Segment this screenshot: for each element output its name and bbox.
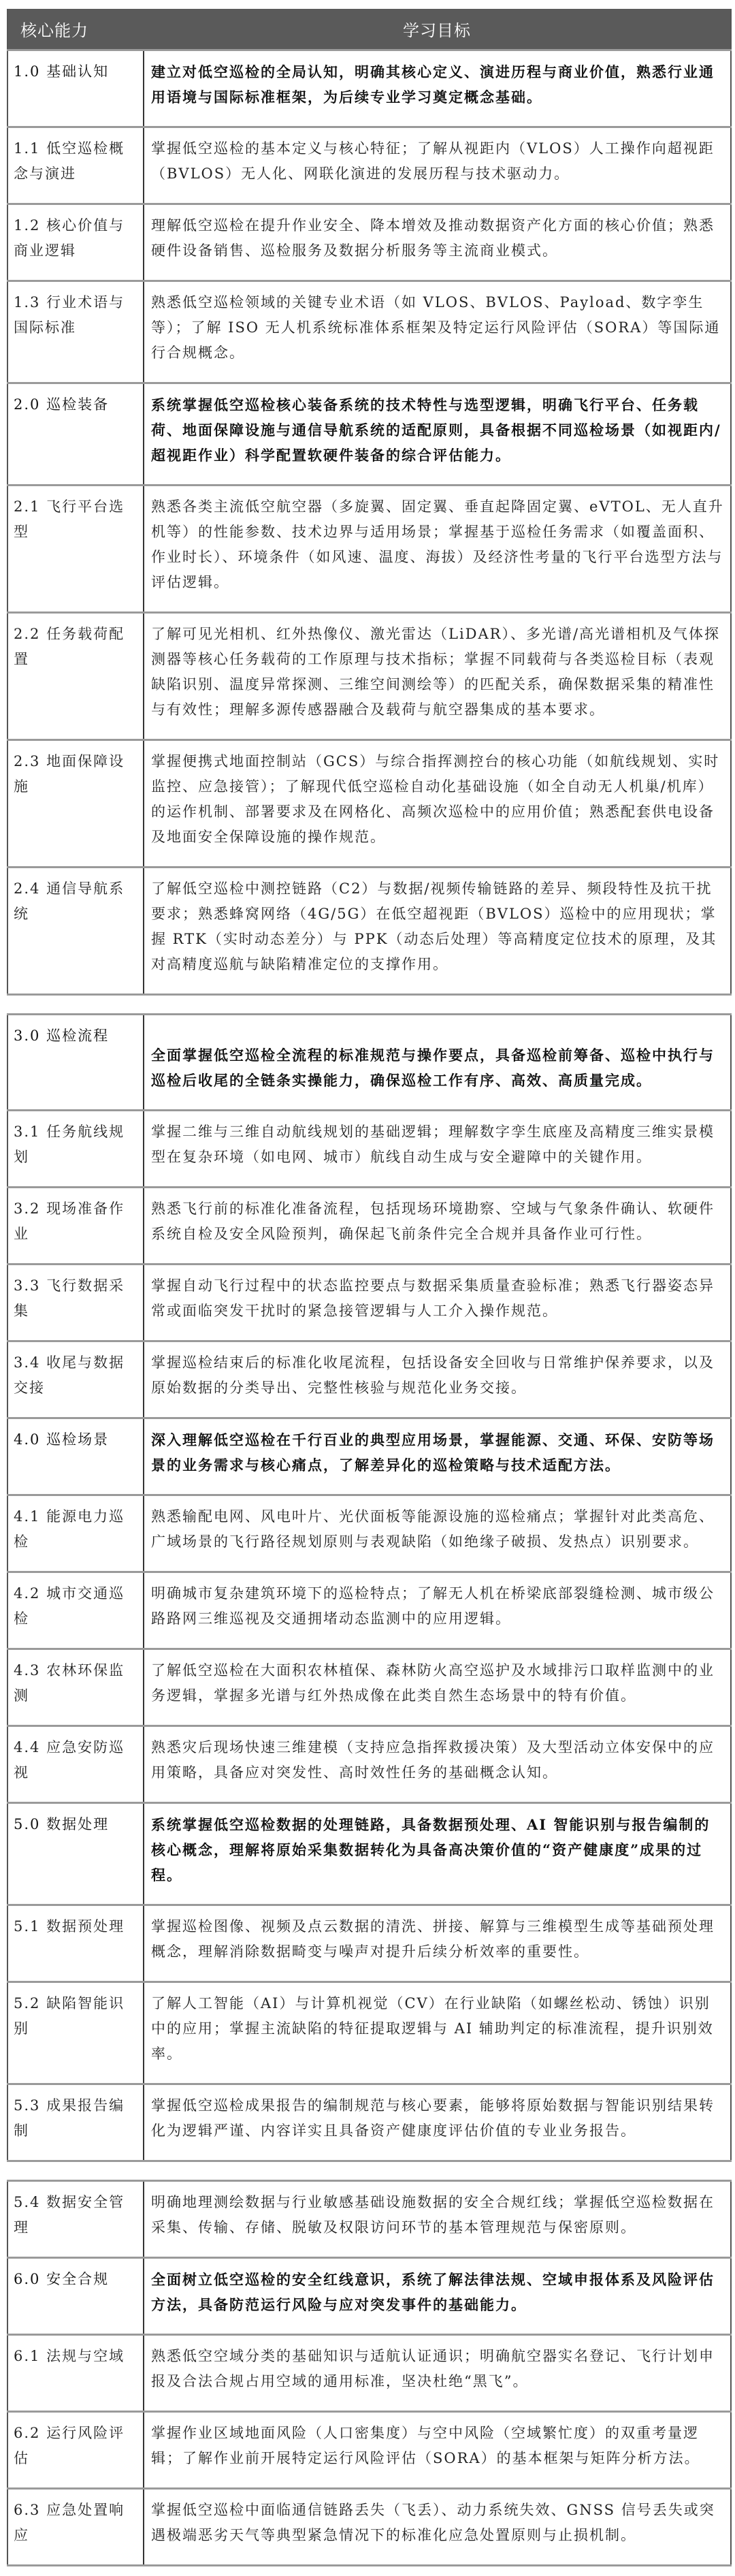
table-row bbox=[7, 2084, 731, 2161]
competency-label: 1.3 行业术语与国际标准 bbox=[7, 281, 144, 383]
competency-label: 3.0 巡检流程 bbox=[7, 1015, 144, 1111]
learning-objective: 深入理解低空巡检在千行百业的典型应用场景，掌握能源、交通、环保、安防等场景的业务需求与核心痛点，了解差异化的巡检策略与技术适配方法。 bbox=[144, 1418, 731, 1495]
table-row bbox=[7, 486, 731, 613]
learning-objective: 掌握作业区域地面风险（人口密集度）与空中风险（空域繁忙度）的双重考量逻辑；了解作业前开展特定运行风险评估（SORA）的基本框架与矩阵分析方法。 bbox=[144, 2412, 731, 2489]
section-row bbox=[7, 2258, 731, 2335]
header-core-competency: 核心能力 bbox=[7, 9, 144, 50]
competency-label: 6.3 应急处置响应 bbox=[7, 2489, 144, 2566]
competency-label: 4.2 城市交通巡检 bbox=[7, 1572, 144, 1649]
competency-label: 6.2 运行风险评估 bbox=[7, 2412, 144, 2489]
learning-objective: 全面树立低空巡检的安全红线意识，系统了解法律法规、空域申报体系及风险评估方法，具备防范运行风险与应对突发事件的基础能力。 bbox=[144, 2258, 731, 2335]
table-row bbox=[7, 1726, 731, 1803]
table-block bbox=[7, 2180, 732, 2566]
competency-label: 4.4 应急安防巡视 bbox=[7, 1726, 144, 1803]
table-row bbox=[7, 868, 731, 995]
learning-objective: 掌握低空巡检的基本定义与核心特征；了解从视距内（VLOS）人工操作向超视距（BVLOS）无人化、网联化演进的发展历程与技术驱动力。 bbox=[144, 127, 731, 204]
competency-label: 2.2 任务载荷配置 bbox=[7, 613, 144, 740]
learning-objective: 了解低空巡检中测控链路（C2）与数据/视频传输链路的差异、频段特性及抗干扰要求；熟悉蜂窝网络（4G/5G）在低空超视距（BVLOS）巡检中的应用现状；掌握 RTK（实时动态差分）与 PPK（动态后处理）等高精度定位技术的原理，及其对高精度巡航与缺陷精准定位的支撑作用。 bbox=[144, 868, 731, 995]
learning-objective: 熟悉灾后现场快速三维建模（支持应急指挥救援决策）及大型活动立体安保中的应用策略，具备应对突发性、高时效性任务的基础概念认知。 bbox=[144, 1726, 731, 1803]
competency-label: 1.2 核心价值与商业逻辑 bbox=[7, 204, 144, 281]
table-row bbox=[7, 204, 731, 281]
learning-objective: 熟悉低空空域分类的基础知识与适航认证通识；明确航空器实名登记、飞行计划申报及合法合规占用空域的通用标准，坚决杜绝“黑飞”。 bbox=[144, 2335, 731, 2412]
table-row bbox=[7, 1188, 731, 1265]
table-row bbox=[7, 740, 731, 868]
competency-label: 6.1 法规与空域 bbox=[7, 2335, 144, 2412]
learning-objective: 熟悉低空巡检领域的关键专业术语（如 VLOS、BVLOS、Payload、数字孪生等）；了解 ISO 无人机系统标准体系框架及特定运行风险评估（SORA）等国际通行合规概念。 bbox=[144, 281, 731, 383]
competency-label: 5.3 成果报告编制 bbox=[7, 2084, 144, 2161]
section-row bbox=[7, 383, 731, 486]
competency-label: 5.1 数据预处理 bbox=[7, 1905, 144, 1982]
table-row bbox=[7, 2489, 731, 2566]
section-row bbox=[7, 1803, 731, 1905]
table-row bbox=[7, 1649, 731, 1726]
learning-objective: 明确地理测绘数据与行业敏感基础设施数据的安全合规红线；掌握低空巡检数据在采集、传输、存储、脱敏及权限访问环节的基本管理规范与保密原则。 bbox=[144, 2181, 731, 2258]
competency-label: 5.0 数据处理 bbox=[7, 1803, 144, 1905]
competency-label: 1.1 低空巡检概念与演进 bbox=[7, 127, 144, 204]
competency-label: 2.3 地面保障设施 bbox=[7, 740, 144, 868]
learning-objective: 熟悉各类主流低空航空器（多旋翼、固定翼、垂直起降固定翼、eVTOL、无人直升机等）的性能参数、技术边界与适用场景；掌握基于巡检任务需求（如覆盖面积、作业时长）、环境条件（如风速、温度、海拔）及经济性考量的飞行平台选型方法与评估逻辑。 bbox=[144, 486, 731, 613]
table-row bbox=[7, 1341, 731, 1418]
table-row bbox=[7, 613, 731, 740]
section-row bbox=[7, 1015, 731, 1111]
learning-objective: 掌握自动飞行过程中的状态监控要点与数据采集质量查验标准；熟悉飞行器姿态异常或面临突发干扰时的紧急接管逻辑与人工介入操作规范。 bbox=[144, 1265, 731, 1341]
section-row bbox=[7, 50, 731, 127]
learning-objective: 了解人工智能（AI）与计算机视觉（CV）在行业缺陷（如螺丝松动、锈蚀）识别中的应用；掌握主流缺陷的特征提取逻辑与 AI 辅助判定的标准流程，提升识别效率。 bbox=[144, 1982, 731, 2084]
learning-objective: 系统掌握低空巡检数据的处理链路，具备数据预处理、AI 智能识别与报告编制的核心概念，理解将原始采集数据转化为具备高决策价值的“资产健康度”成果的过程。 bbox=[144, 1803, 731, 1905]
table-row bbox=[7, 127, 731, 204]
competency-label: 3.3 飞行数据采集 bbox=[7, 1265, 144, 1341]
learning-objective: 掌握巡检结束后的标准化收尾流程，包括设备安全回收与日常维护保养要求，以及原始数据的分类导出、完整性核验与规范化业务交接。 bbox=[144, 1341, 731, 1418]
table-row bbox=[7, 1111, 731, 1188]
learning-objective: 掌握便携式地面控制站（GCS）与综合指挥测控台的核心功能（如航线规划、实时监控、应急接管）；了解现代低空巡检自动化基础设施（如全自动无人机巢/机库）的运作机制、部署要求及在网格化、高频次巡检中的应用价值；熟悉配套供电设备及地面安全保障设施的操作规范。 bbox=[144, 740, 731, 868]
table-block bbox=[7, 1013, 732, 2162]
learning-objective: 掌握巡检图像、视频及点云数据的清洗、拼接、解算与三维模型生成等基础预处理概念，理解消除数据畸变与噪声对提升后续分析效率的重要性。 bbox=[144, 1905, 731, 1982]
competency-label: 2.4 通信导航系统 bbox=[7, 868, 144, 995]
competency-label: 1.0 基础认知 bbox=[7, 50, 144, 127]
table-row bbox=[7, 281, 731, 383]
learning-objective: 了解低空巡检在大面积农林植保、森林防火高空巡护及水域排污口取样监测中的业务逻辑，掌握多光谱与红外热成像在此类自然生态场景中的特有价值。 bbox=[144, 1649, 731, 1726]
table-row bbox=[7, 1572, 731, 1649]
learning-objective: 熟悉输配电网、风电叶片、光伏面板等能源设施的巡检痛点；掌握针对此类高危、广域场景的飞行路径规划原则与表观缺陷（如绝缘子破损、发热点）识别要求。 bbox=[144, 1495, 731, 1572]
learning-objective: 系统掌握低空巡检核心装备系统的技术特性与选型逻辑，明确飞行平台、任务载荷、地面保障设施与通信导航系统的适配原则，具备根据不同巡检场景（如视距内/超视距作业）科学配置软硬件装备的综合评估能力。 bbox=[144, 383, 731, 486]
learning-objective: 掌握二维与三维自动航线规划的基础逻辑；理解数字孪生底座及高精度三维实景模型在复杂环境（如电网、城市）航线自动生成与安全避障中的关键作用。 bbox=[144, 1111, 731, 1188]
competency-label: 3.1 任务航线规划 bbox=[7, 1111, 144, 1188]
competency-label: 3.2 现场准备作业 bbox=[7, 1188, 144, 1265]
table-row bbox=[7, 2412, 731, 2489]
competency-label: 5.2 缺陷智能识别 bbox=[7, 1982, 144, 2084]
learning-objective: 建立对低空巡检的全局认知，明确其核心定义、演进历程与商业价值，熟悉行业通用语境与国际标准框架，为后续专业学习奠定概念基础。 bbox=[144, 50, 731, 127]
section-row bbox=[7, 1418, 731, 1495]
learning-objective: 理解低空巡检在提升作业安全、降本增效及推动数据资产化方面的核心价值；熟悉硬件设备销售、巡检服务及数据分析服务等主流商业模式。 bbox=[144, 204, 731, 281]
competency-label: 5.4 数据安全管理 bbox=[7, 2181, 144, 2258]
table-row bbox=[7, 1982, 731, 2084]
competency-label: 3.4 收尾与数据交接 bbox=[7, 1341, 144, 1418]
competency-label: 2.0 巡检装备 bbox=[7, 383, 144, 486]
table-row bbox=[7, 1905, 731, 1982]
table-row bbox=[7, 1265, 731, 1341]
learning-objective: 明确城市复杂建筑环境下的巡检特点；了解无人机在桥梁底部裂缝检测、城市级公路路网三维巡视及交通拥堵动态监测中的应用逻辑。 bbox=[144, 1572, 731, 1649]
competency-label: 6.0 安全合规 bbox=[7, 2258, 144, 2335]
learning-objective: 掌握低空巡检中面临通信链路丢失（飞丢）、动力系统失效、GNSS 信号丢失或突遇极端恶劣天气等典型紧急情况下的标准化应急处置原则与止损机制。 bbox=[144, 2489, 731, 2566]
competency-label: 4.3 农林环保监测 bbox=[7, 1649, 144, 1726]
competency-label: 4.0 巡检场景 bbox=[7, 1418, 144, 1495]
learning-objective: 了解可见光相机、红外热像仪、激光雷达（LiDAR）、多光谱/高光谱相机及气体探测器等核心任务载荷的工作原理与技术指标；掌握不同载荷与各类巡检目标（表观缺陷识别、温度异常探测、三维空间测绘等）的匹配关系，确保数据采集的精准性与有效性；理解多源传感器融合及载荷与航空器集成的基本要求。 bbox=[144, 613, 731, 740]
table-row bbox=[7, 2335, 731, 2412]
table-row bbox=[7, 1495, 731, 1572]
table-block bbox=[7, 9, 732, 996]
competency-label: 4.1 能源电力巡检 bbox=[7, 1495, 144, 1572]
competency-label: 2.1 飞行平台选型 bbox=[7, 486, 144, 613]
table-row bbox=[7, 2181, 731, 2258]
learning-objective: 掌握低空巡检成果报告的编制规范与核心要素，能够将原始数据与智能识别结果转化为逻辑严谨、内容详实且具备资产健康度评估价值的专业业务报告。 bbox=[144, 2084, 731, 2161]
table-header bbox=[7, 9, 731, 50]
learning-objective: 熟悉飞行前的标准化准备流程，包括现场环境勘察、空域与气象条件确认、软硬件系统自检及安全风险预判，确保起飞前条件完全合规并具备作业可行性。 bbox=[144, 1188, 731, 1265]
learning-objective: 全面掌握低空巡检全流程的标准规范与操作要点，具备巡检前筹备、巡检中执行与巡检后收尾的全链条实操能力，确保巡检工作有序、高效、高质量完成。 bbox=[144, 1015, 731, 1111]
header-learning-objectives: 学习目标 bbox=[144, 9, 731, 50]
